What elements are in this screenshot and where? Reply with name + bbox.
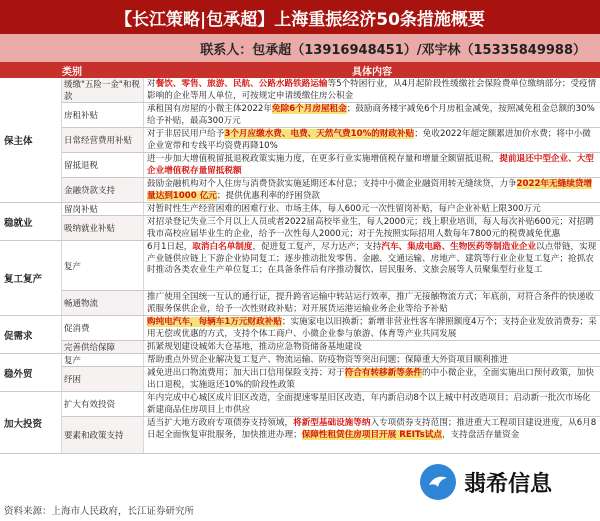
content-segment: 提前退还中型企业、大型企业增值税存量留抵税额 xyxy=(147,154,594,176)
source-note: 资料来源：上海市人民政府，长江证券研究所 xyxy=(4,506,195,517)
content-segment: 以点带链，实现产业链供应链上下游企业协同复工；逐步推动批发零售、金融、交通运输、房地产、建筑等行业企业复工复产；抢抓农时推动各类农业生产单位复工；在具备条件后有序推动餐饮、居民服务、文旅会展等人员聚集型行业复工 xyxy=(147,242,597,276)
content-segment: ，支持盘活存量资金 xyxy=(441,429,520,440)
content-segment: 对 xyxy=(147,79,156,89)
row-content xyxy=(144,354,600,366)
table-row xyxy=(0,153,600,178)
row-content xyxy=(144,341,600,353)
content-segment: ；提供优惠利率的纾困贷款 xyxy=(216,190,321,201)
category-cell: 保主体 xyxy=(0,78,62,203)
column-header-category: 类别 xyxy=(0,62,144,78)
row-content xyxy=(144,153,600,177)
row-subcategory: 吸纳就业补贴 xyxy=(62,216,144,240)
table-row xyxy=(0,103,600,128)
content-segment: ；鼓励商务楼宇减免6个月房租金减免，按照减免租金总额的30%给予补贴，最高300万元 xyxy=(147,104,595,126)
row-content xyxy=(144,78,600,102)
content-segment: 对招录登记失业三个月以上人员或者2022届高校毕业生，每人2000元；线上职业培训，每人每次补贴600元；对招聘我市高校应届毕业生的企业，给予一次性每人2000元；对于先按照实际招用人数每年7800元的税费减免优惠 xyxy=(147,217,594,239)
row-subcategory: 畅通物流 xyxy=(62,291,144,315)
category-cell: 稳就业 xyxy=(0,203,62,241)
column-header-content: 具体内容 xyxy=(144,62,600,78)
content-segment: ；实施家电以旧换新；新增非营业性客车牌照额度4万个；支持企业发放消费券；采用无偿或优惠的方式，支持个体工商户、小微企业参与旅游、体育等产业共同发展 xyxy=(147,317,597,339)
table-row xyxy=(0,203,600,216)
table-row xyxy=(0,341,600,354)
content-segment: 3个月应缴水费、电费、天然气费10%的财政补贴 xyxy=(224,129,415,139)
row-subcategory: 留抵退税 xyxy=(62,153,144,177)
content-segment: 等5个特困行业，从4月起阶段性缓缴社会保险费单位缴纳部分；受疫情影响的企业等用人单位，可按规定申请缓缴住房公积金 xyxy=(147,79,597,101)
content-segment: 保障性租赁住房项目开展 REITs试点 xyxy=(301,429,442,440)
row-content xyxy=(144,367,600,391)
category-cell: 促需求 xyxy=(0,316,62,354)
content-segment: 对于非居民用户给予 xyxy=(147,129,225,139)
table-row xyxy=(0,178,600,203)
row-subcategory: 纾困 xyxy=(62,367,144,391)
content-segment: 将新型基础设施等纳 xyxy=(293,418,371,428)
content-segment: 免除6个月房屋租金 xyxy=(272,104,347,114)
table-row xyxy=(0,241,600,291)
row-content xyxy=(144,128,600,152)
content-segment: ；免收2022年超定额累进加价水费；将中小微企业宽带和专线平均资费再降10% xyxy=(147,129,591,151)
table-row xyxy=(0,78,600,103)
row-subcategory: 金融贷款支持 xyxy=(62,178,144,202)
content-segment: 鼓励金融机构对个人住房与消费贷款实施延期还本付息；支持中小微企业融资用转无缝续贷，力争 xyxy=(147,179,517,189)
row-content xyxy=(144,241,600,290)
table-row xyxy=(0,367,600,392)
content-segment: 帮助重点外贸企业解决复工复产、物流运输、防疫物资等突出问题；保障重大外资项目顺利推进 xyxy=(147,355,508,365)
row-subcategory: 复产 xyxy=(62,354,144,366)
content-segment: 汽车、集成电路、生物医药等制造业企业 xyxy=(381,242,537,252)
row-content xyxy=(144,178,600,202)
content-segment: 入专项债券支持范围；推进重大工程项目建设进度，从6月8日起全面恢复审批服务，加快推进办理； xyxy=(147,418,597,440)
row-content xyxy=(144,417,600,453)
content-segment: 适当扩大地方政府专项债券支持领域， xyxy=(147,418,294,428)
row-subcategory: 完善供给保障 xyxy=(62,341,144,353)
row-subcategory: 促消费 xyxy=(62,316,144,340)
table-row xyxy=(0,216,600,241)
content-segment: 取消白名单制度 xyxy=(192,242,253,252)
watermark-text: 翡希信息 xyxy=(464,471,553,497)
content-segment: 对暂时性生产经营困难的困难行业、市场主体，每人600元一次性留岗补贴，每户企业补贴上限300万元 xyxy=(147,204,541,214)
row-content xyxy=(144,291,600,315)
content-segment: ，促进复工复产，尽力达产；支持 xyxy=(252,242,382,252)
row-subcategory: 复产 xyxy=(62,241,144,290)
contact-line: 联系人：包承超（13916948451）/邓宇林（15335849988） xyxy=(0,34,600,62)
watermark xyxy=(420,460,590,504)
row-content xyxy=(144,392,600,416)
content-segment: 进一步加大增值税留抵退税政策实施力度，在更多行业实施增值税存量和增量全额留抵退税， xyxy=(147,154,500,164)
content-segment: 餐饮、零售、旅游、民航、公路水路铁路运输 xyxy=(155,79,328,89)
table-row xyxy=(0,417,600,454)
table-row xyxy=(0,354,600,367)
row-content xyxy=(144,316,600,340)
content-segment: 承租国有房屋的小微主体2022年 xyxy=(147,104,272,114)
table-row xyxy=(0,128,600,153)
content-segment: 减免进出口物流费用；加大出口信用保险支持；对于 xyxy=(147,368,345,378)
row-content xyxy=(144,216,600,240)
row-subcategory: 要素和政策支持 xyxy=(62,417,144,453)
content-segment: 的中小微企业，全面实施出口预付政策，加快出口退税，实施返还10%的阶段性政策 xyxy=(147,368,594,390)
category-cell: 加大投资 xyxy=(0,392,62,454)
table-row xyxy=(0,316,600,341)
category-cell: 稳外贸 xyxy=(0,354,62,392)
row-subcategory: 留岗补贴 xyxy=(62,203,144,215)
content-segment: 年内完成中心城区成片旧区改造，全面提速零星旧区改造，年内新启动8个以上城中村改造项目；启动新一批次市场化新建商品住房项目上市供应 xyxy=(147,393,591,415)
category-cell: 复工复产 xyxy=(0,241,62,316)
table-row xyxy=(0,392,600,417)
row-subcategory: 扩大有效投资 xyxy=(62,392,144,416)
row-subcategory: 房租补贴 xyxy=(62,103,144,127)
content-segment: 2022年无缝续贷增量达到1000 亿元 xyxy=(147,179,593,201)
content-segment: 购纯电汽车，每辆车1万元财政补贴 xyxy=(147,317,282,327)
content-segment: 6月1日起， xyxy=(147,242,193,252)
content-segment: 抓紧规划建设城郊大仓基地，推动应急物资储备基地建设 xyxy=(147,342,362,352)
row-subcategory: 日常经营费用补贴 xyxy=(62,128,144,152)
row-subcategory: 缓缴"五险一金"和税款 xyxy=(62,78,144,102)
bird-logo-icon xyxy=(420,464,456,500)
content-segment: 推广使用全国统一互认的通行证，提升跨省运输中转站运行效率，推广无接触物流方式；年底前，对符合条件的快递收派服务保供企业，给予一次性财政补贴；对开展货运港运输业务企业等给予补贴 xyxy=(147,292,594,314)
row-content xyxy=(144,103,600,127)
content-segment: 符合有转移新等条件 xyxy=(344,368,423,378)
table-row xyxy=(0,291,600,316)
page-title: 【长江策略|包承超】上海重振经济50条措施概要 xyxy=(0,0,600,34)
row-content xyxy=(144,203,600,215)
